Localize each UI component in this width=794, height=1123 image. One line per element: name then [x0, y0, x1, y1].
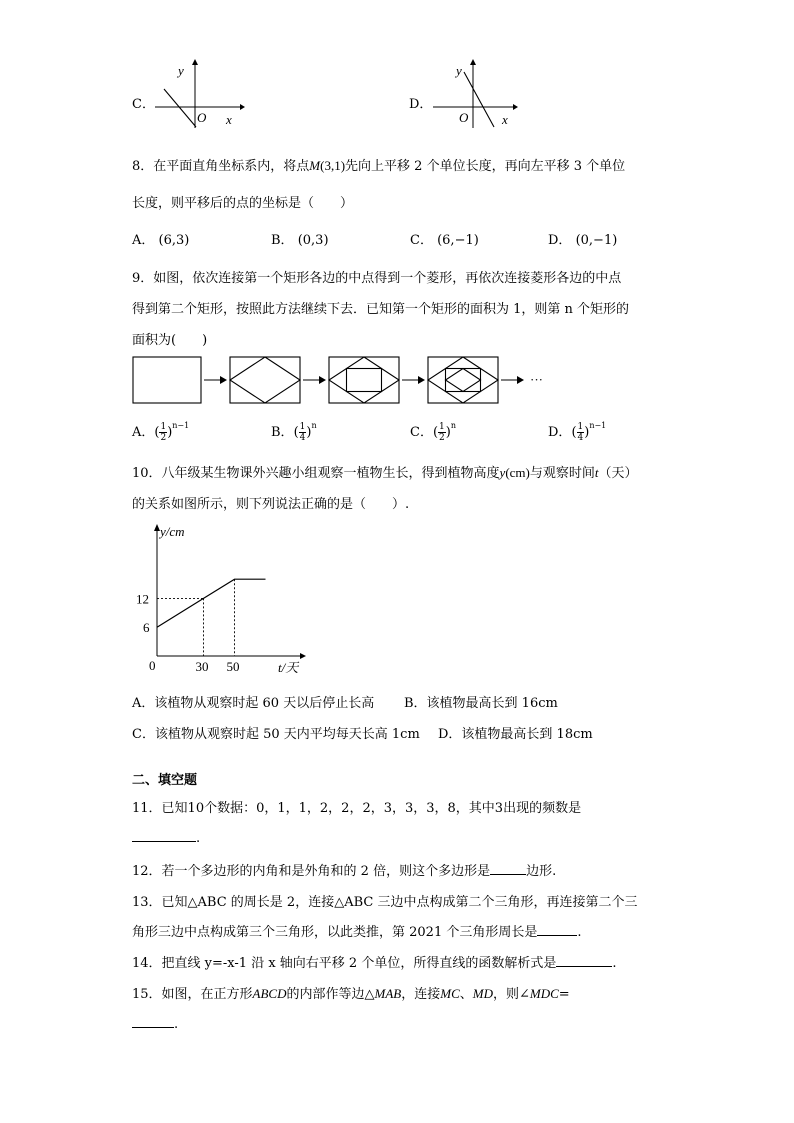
q9-option-d: D．( $\frac{1}{4}$ )$^{n-1}$ — [548, 421, 607, 443]
q7-option-d-graph — [428, 58, 523, 130]
q11-answer-line: . — [132, 829, 200, 846]
q15-blank[interactable] — [132, 1015, 174, 1028]
q9-rectangle-sequence-figure — [130, 354, 550, 406]
arrow-3 — [418, 376, 425, 384]
ellipsis: ··· — [530, 372, 543, 387]
q9-line3: 面积为( ) — [132, 333, 208, 348]
q10-line1: 10．八年级某生物课外兴趣小组观察一植物生长，得到植物高度y(cm)与观察时间t（天） — [132, 465, 638, 481]
q10-option-b: B．该植物最高长到 16cm — [404, 696, 558, 711]
series-line — [157, 579, 266, 627]
q9-option-c: C．( $\frac{1}{2}$ )$^n$ — [410, 421, 456, 443]
y-axis-label: y/cm — [160, 524, 185, 539]
arrow-1 — [220, 376, 227, 384]
q8-option-a: A． (6,3) — [132, 233, 190, 248]
q10-growth-chart — [136, 520, 310, 675]
graph-line — [464, 72, 494, 127]
rhombus-2 — [230, 357, 300, 403]
q8-option-c: C． (6,−1) — [410, 233, 479, 248]
q15-line1: 15．如图，在正方形ABCD的内部作等边△MAB，连接MC、MD，则∠MDC= — [132, 986, 570, 1002]
q13-line1: 13．已知△ABC 的周长是 2，连接△ABC 三边中点构成第二个三角形，再连接第二个三 — [132, 895, 638, 910]
x-label: x — [226, 112, 232, 127]
q12-blank[interactable] — [490, 862, 526, 875]
rectangle-3 — [329, 357, 399, 403]
q8-line1: 8．在平面直角坐标系内，将点M(3,1)先向上平移 2 个单位长度，再向左平移 3 个单位 — [132, 158, 626, 174]
ytick-6: 6 — [143, 620, 150, 636]
q9-line2: 得到第二个矩形，按照此方法继续下去．已知第一个矩形的面积为 1，则第 n 个矩形的 — [132, 302, 630, 317]
q8-option-b: B． (0,3) — [271, 233, 329, 248]
q15-answer-line: . — [132, 1015, 178, 1032]
q12-line: 12．若一个多边形的内角和是外角和的 2 倍，则这个多边形是 边形. — [132, 864, 557, 879]
q11-line1: 11．已知10个数据：0，1，1，2，2，2，3，3，3，8，其中3出现的频数是 — [132, 801, 582, 816]
ytick-12: 12 — [136, 591, 149, 607]
rectangle-2 — [230, 357, 300, 403]
rectangle-4 — [428, 357, 498, 403]
origin-label: O — [459, 110, 469, 125]
q13-line2: 角形三边中点构成第三个三角形，以此类推，第 2021 个三角形周长是 . — [132, 925, 582, 940]
q9-line1: 9．如图，依次连接第一个矩形各边的中点得到一个菱形，再依次连接菱形各边的中点 — [132, 271, 622, 286]
q9-option-a: A．( $\frac{1}{2}$ )$^{n-1}$ — [132, 421, 190, 443]
rectangle-1 — [133, 357, 201, 403]
x-axis-label: t/天 — [278, 660, 299, 675]
q8-option-d: D． (0,−1) — [548, 233, 618, 248]
q7-option-c-label: C． — [132, 97, 155, 112]
x-label: x — [502, 112, 508, 127]
q7-option-d-label: D． — [409, 97, 433, 112]
q9-option-b: B．( $\frac{1}{4}$ )$^n$ — [271, 421, 317, 443]
q14-line: 14．把直线 y=-x-1 沿 x 轴向右平移 2 个单位，所得直线的函数解析式是 . — [132, 956, 617, 971]
y-label: y — [456, 63, 462, 78]
section-title: 二、填空题 — [132, 773, 198, 788]
xtick-50: 50 — [226, 659, 240, 674]
graph-line — [164, 89, 196, 127]
q13-blank[interactable] — [537, 923, 577, 936]
q14-blank[interactable] — [556, 954, 612, 967]
q11-blank[interactable] — [132, 829, 196, 842]
x-axis-arrow — [300, 653, 306, 659]
q7-option-c-graph — [150, 58, 245, 130]
q10-option-a: A．该植物从观察时起 60 天以后停止长高 — [132, 696, 375, 711]
q10-line2: 的关系如图所示，则下列说法正确的是（ ）. — [132, 497, 410, 512]
origin-label: 0 — [149, 658, 156, 673]
arrow-4 — [517, 376, 524, 384]
y-label: y — [178, 63, 184, 78]
q10-option-d: D．该植物最高长到 18cm — [438, 727, 593, 742]
xtick-30: 30 — [195, 659, 209, 674]
q10-option-c: C．该植物从观察时起 50 天内平均每天长高 1cm — [132, 727, 420, 742]
arrow-2 — [319, 376, 326, 384]
q8-line2: 长度，则平移后的点的坐标是（ ） — [132, 196, 354, 211]
origin-label: O — [197, 110, 207, 125]
